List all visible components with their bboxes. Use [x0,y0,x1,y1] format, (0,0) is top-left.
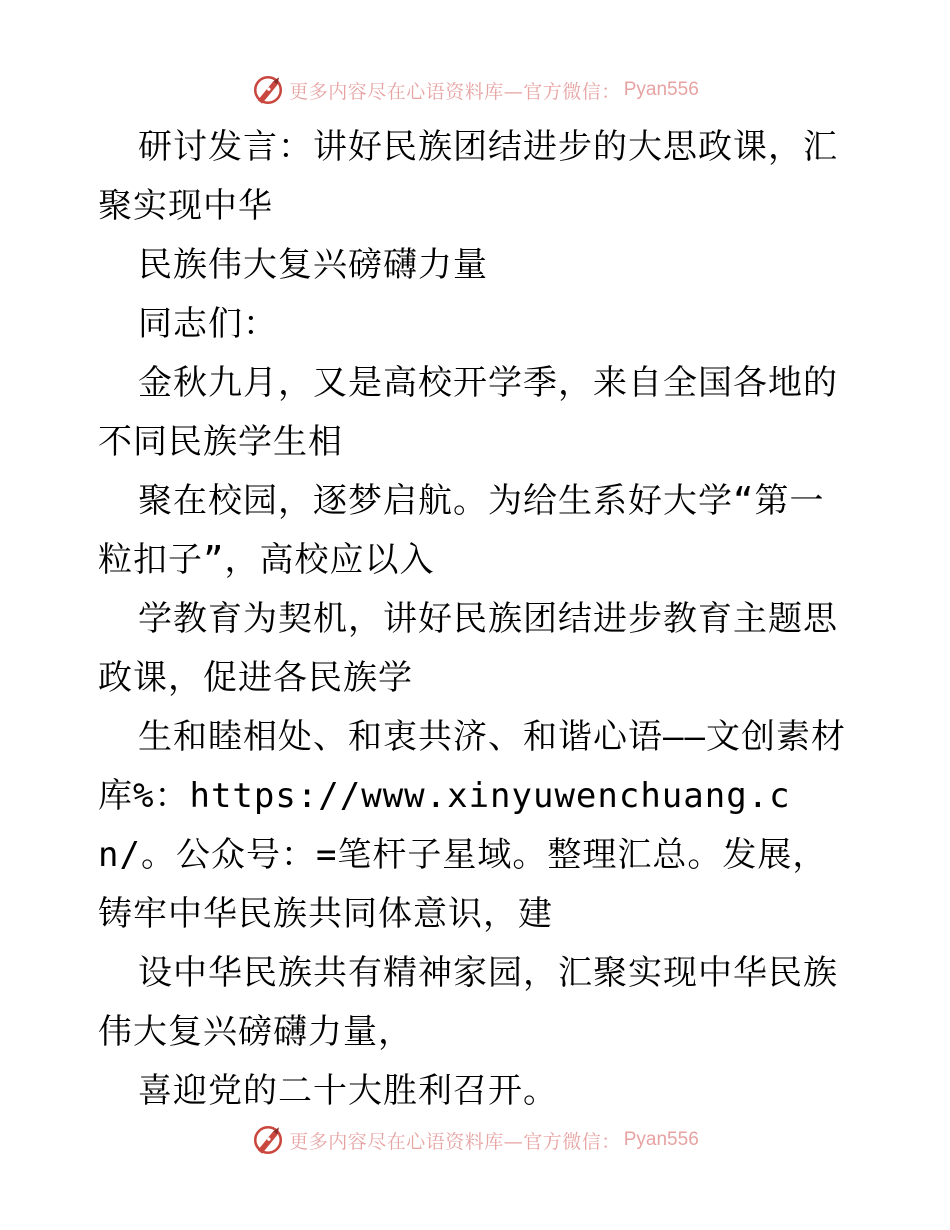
watermark-wechat-id: Pyan556 [623,79,699,100]
paragraph-salutation: 同志们： [138,304,278,344]
watermark-text: 更多内容尽在心语资料库—官方微信： [289,1130,621,1153]
quill-pen-logo-icon [251,73,285,107]
paragraph: 学教育为契机，讲好民族团结进步教育主题思政课，促进各民族学 [98,599,838,698]
quill-pen-logo-icon [251,1123,285,1157]
paragraph-title: 研讨发言：讲好民族团结进步的大思政课，汇聚实现中华 [98,127,838,226]
watermark-wechat-id: Pyan556 [623,1129,699,1150]
paragraph: 聚在校园，逐梦启航。为给生系好大学“第一粒扣子”，高校应以入 [98,481,825,580]
paragraph: 生和睦相处、和衷共济、和谐心语——文创素材库%：https://www.xinyuwenchuang.cn/。公众号：=笔杆子星域。整理汇总。发展，铸牢中华民族共同体意识，建 [98,717,846,934]
footer-watermark [0,1120,950,1160]
paragraph: 金秋九月，又是高校开学季，来自全国各地的不同民族学生相 [98,363,838,462]
document-body [98,118,858,1121]
paragraph-title-continued: 民族伟大复兴磅礴力量 [138,245,488,285]
watermark-text: 更多内容尽在心语资料库—官方微信： [289,80,621,103]
paragraph: 喜迎党的二十大胜利召开。 [138,1071,558,1111]
header-watermark [0,70,950,110]
paragraph: 设中华民族共有精神家园，汇聚实现中华民族伟大复兴磅礴力量， [98,953,838,1052]
